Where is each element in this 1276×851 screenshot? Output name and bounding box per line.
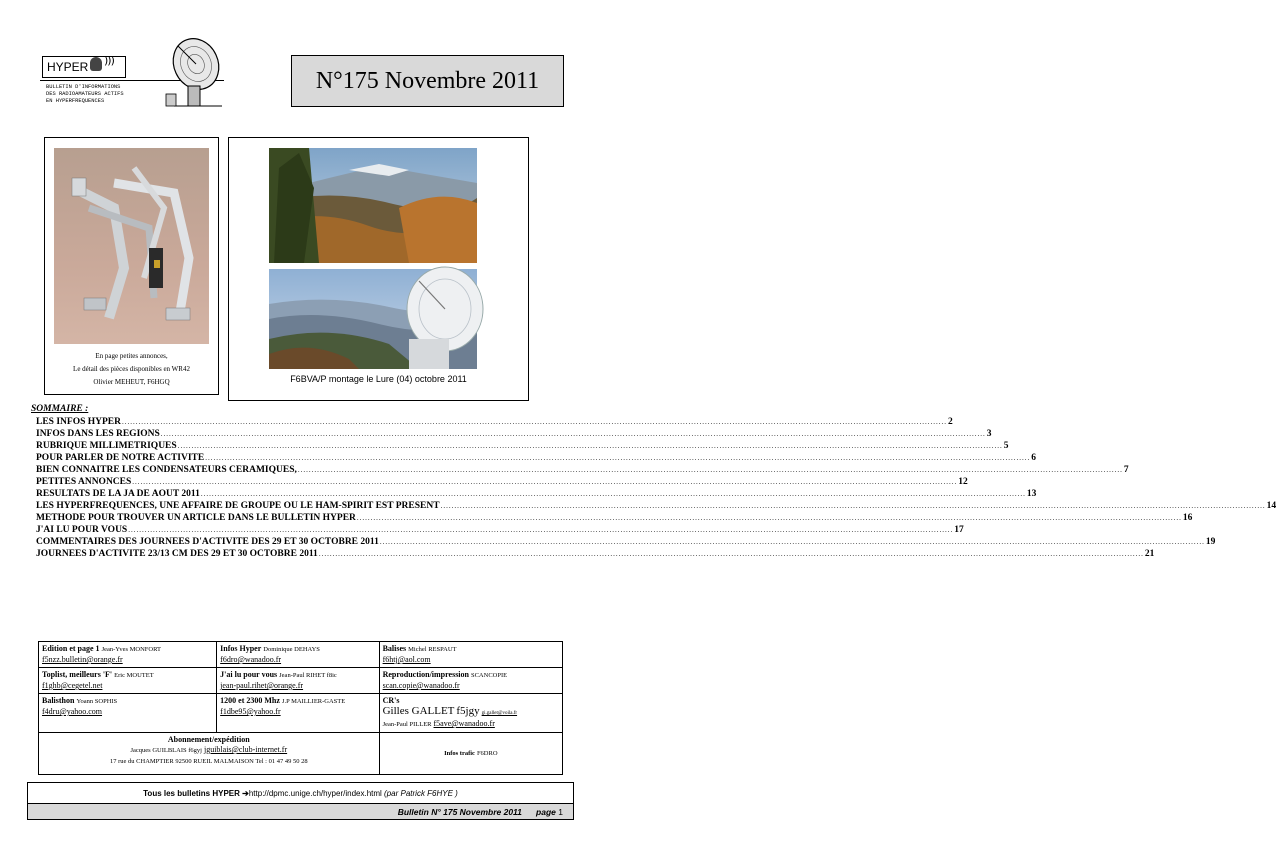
credit-label: Toplist, meilleurs 'F': [42, 670, 113, 679]
toc-entry[interactable]: [36, 525, 964, 537]
credit-email-link[interactable]: scan.copie@wanadoo.fr: [382, 681, 460, 690]
credit-email-link[interactable]: f5nzz.bulletin@orange.fr: [42, 655, 123, 664]
credit-bands: [217, 694, 379, 733]
credit-email-link[interactable]: f6htj@aol.com: [382, 655, 431, 664]
logo-subtitle-line: EN HYPERFREQUENCES: [46, 98, 105, 104]
toc-leader-dots: ............................................................................................................................................................................................................................................................................................................: [318, 550, 1144, 558]
credit-crs: [379, 694, 562, 733]
toc-leader-dots: ............................................................................................................................................................................................................................................................................................................: [177, 442, 1003, 450]
toc-leader-dots: ............................................................................................................................................................................................................................................................................................................: [200, 490, 1026, 498]
toc-leader-dots: ............................................................................................................................................................................................................................................................................................................: [122, 418, 947, 426]
footer-bulletin-line: [28, 803, 573, 819]
left-caption-line: En page petites annonces,: [95, 352, 168, 360]
toc-entry[interactable]: [36, 501, 1276, 513]
toc-entry-page: 7: [1123, 465, 1129, 475]
toc-entry-title: RUBRIQUE MILLIMETRIQUES: [36, 441, 177, 451]
toc-entry-title: POUR PARLER DE NOTRE ACTIVITE: [36, 453, 205, 463]
toc-entry-title: JOURNEES D'ACTIVITE 23/13 CM DES 29 ET 30 OCTOBRE 2011: [36, 549, 318, 559]
credit-label: Abonnement/expédition: [167, 735, 250, 744]
toc-entry[interactable]: [36, 441, 1009, 453]
credits-table: [38, 641, 563, 775]
logo-subtitle-line: BULLETIN D'INFORMATIONS: [46, 84, 121, 90]
credit-jai-lu: [217, 668, 379, 694]
credit-email-link[interactable]: jguiblais@club-internet.fr: [203, 745, 288, 754]
toc-entry-title: J'AI LU POUR VOUS: [36, 525, 128, 535]
toc-leader-dots: ............................................................................................................................................................................................................................................................................................................: [356, 514, 1182, 522]
toc-entry-page: 5: [1003, 441, 1009, 451]
sound-waves-icon: ))): [104, 54, 114, 67]
toc-entry[interactable]: [36, 489, 1037, 501]
logo-subtitle: [46, 84, 166, 105]
sommaire-title: SOMMAIRE :: [31, 404, 89, 414]
toc-leader-dots: ............................................................................................................................................................................................................................................................................................................: [128, 526, 954, 534]
credit-email-link[interactable]: gi.gallet@voila.fr: [481, 711, 518, 716]
credit-label: CR's: [382, 696, 400, 705]
credit-email-link[interactable]: f4dru@yahoo.com: [42, 707, 103, 716]
toc-entry-page: 2: [948, 417, 953, 427]
footer-url-link[interactable]: http://dpmc.unige.ch/hyper/index.html: [248, 789, 382, 798]
credit-label: Infos trafic: [444, 750, 475, 757]
left-caption-line: Olivier MEHEUT, F6HGQ: [93, 378, 170, 386]
issue-title-box: [291, 55, 564, 107]
toc-entry-title: BIEN CONNAITRE LES CONDENSATEURS CERAMIQUES,: [36, 465, 297, 475]
credit-name: Jacques GUILBLAIS f6gyj: [130, 747, 202, 754]
left-caption-line: Le détail des pièces disponibles en WR42: [73, 365, 190, 373]
toc-entry[interactable]: [36, 465, 1129, 477]
toc-entry-page: 12: [958, 477, 968, 487]
toc-entry[interactable]: [36, 537, 1216, 549]
logo-subtitle-line: DES RADIOAMATEURS ACTIFS: [46, 91, 124, 97]
right-photo-frame: [228, 137, 529, 401]
right-photo-caption: F6BVA/P montage le Lure (04) octobre 2011: [290, 374, 467, 384]
toc-entry-title: COMMENTAIRES DES JOURNEES D'ACTIVITE DES 29 ET 30 OCTOBRE 2011: [36, 537, 379, 547]
footer-prefix: Tous les bulletins HYPER: [143, 789, 240, 798]
mountain-forest-photo: [269, 148, 477, 263]
credit-label: 1200 et 2300 Mhz: [220, 696, 280, 705]
toc-leader-dots: ............................................................................................................................................................................................................................................................................................................: [160, 430, 986, 438]
toc-leader-dots: ............................................................................................................................................................................................................................................................................................................: [205, 454, 1031, 462]
credit-toplist: [39, 668, 217, 694]
toc-leader-dots: ............................................................................................................................................................................................................................................................................................................: [379, 538, 1205, 546]
toc-entry-page: 3: [986, 429, 992, 439]
table-of-contents: [36, 417, 1276, 561]
credit-abonnement: [39, 733, 380, 775]
toc-entry-title: LES INFOS HYPER: [36, 417, 121, 427]
footer: [27, 782, 574, 820]
credit-balises: [379, 642, 562, 668]
credit-name: Jean-Paul RIHET f8ic: [279, 672, 337, 679]
toc-entry-page: 21: [1144, 549, 1155, 559]
credit-name: F6DRO: [476, 750, 498, 757]
waveguide-parts-photo: [54, 148, 209, 344]
credit-email-link[interactable]: f6dro@wanadoo.fr: [220, 655, 282, 664]
credit-label: Balises: [382, 644, 407, 653]
credit-label: Balisthon: [42, 696, 75, 705]
toc-entry-page: 19: [1205, 537, 1216, 547]
toc-entry-title: LES HYPERFREQUENCES, UNE AFFAIRE DE GROUPE OU LE HAM-SPIRIT EST PRESENT: [36, 501, 440, 511]
toc-entry[interactable]: [36, 429, 992, 441]
footer-bulletin: Bulletin N° 175 Novembre 2011: [397, 807, 522, 817]
toc-entry[interactable]: [36, 453, 1036, 465]
issue-title: N°175 Novembre 2011: [315, 67, 540, 94]
credit-name: Dominique DEHAYS: [263, 646, 320, 653]
credit-email-link[interactable]: f1ghb@cegetel.net: [42, 681, 103, 690]
credit-email-link[interactable]: f5ave@wanadoo.fr: [433, 719, 495, 728]
satellite-dish-icon: [164, 34, 226, 116]
footer-link-line: [28, 789, 573, 798]
hyper-logo-name: HYPER: [42, 56, 126, 78]
credit-name: Jean-Yves MONFORT: [101, 646, 162, 653]
head-silhouette-icon: [90, 57, 102, 71]
toc-entry[interactable]: [36, 549, 1155, 561]
toc-entry[interactable]: [36, 513, 1193, 525]
toc-leader-dots: ............................................................................................................................................................................................................................................................................................................: [132, 478, 958, 486]
credit-address: 17 rue du CHAMPTIER 92500 RUEIL MALMAISON Tel : 01 47 49 50 28: [109, 758, 308, 765]
toc-entry[interactable]: [36, 417, 953, 429]
hyper-logo: [40, 52, 226, 116]
toc-entry-page: 13: [1026, 489, 1037, 499]
credit-email-link[interactable]: f1dbe95@yahoo.fr: [220, 707, 281, 716]
toc-entry-title: RESULTATS DE LA JA DE AOUT 2011: [36, 489, 200, 499]
toc-entry-page: 14: [1266, 501, 1276, 511]
footer-suffix: (par Patrick F6HYE ): [384, 789, 458, 798]
credit-email-link[interactable]: jean-paul.rihet@orange.fr: [220, 681, 304, 690]
arrow-icon: ➔: [242, 789, 249, 798]
toc-entry-page: 6: [1031, 453, 1036, 463]
toc-entry[interactable]: [36, 477, 968, 489]
footer-page-label: page: [536, 807, 556, 817]
toc-entry-title: PETITES ANNONCES: [36, 477, 132, 487]
credit-name: Jean-Paul PILLER: [382, 721, 432, 728]
toc-entry-title: INFOS DANS LES REGIONS: [36, 429, 160, 439]
credit-label: Edition et page 1: [42, 644, 100, 653]
left-photo-frame: [44, 137, 219, 395]
credit-name: SCANCOPIE: [470, 672, 508, 679]
credit-balisthon: [39, 694, 217, 733]
toc-leader-dots: ............................................................................................................................................................................................................................................................................................................: [440, 502, 1266, 510]
credit-infos-trafic: [379, 733, 562, 775]
antenna-dish-landscape-photo: [269, 269, 477, 369]
credit-name: Gilles GALLET: [382, 705, 455, 717]
credit-label: Infos Hyper: [220, 644, 262, 653]
credit-callsign: f5jgy: [456, 705, 480, 717]
credit-name: J.P MAILLIER-GASTE: [281, 698, 346, 705]
toc-entry-title: METHODE POUR TROUVER UN ARTICLE DANS LE BULLETIN HYPER: [36, 513, 356, 523]
credit-edition: [39, 642, 217, 668]
left-photo-caption: [45, 350, 218, 389]
credit-reproduction: [379, 668, 562, 694]
toc-entry-page: 17: [954, 525, 964, 535]
credit-infos-hyper: [217, 642, 379, 668]
credit-name: Eric MOUTET: [114, 672, 154, 679]
toc-leader-dots: ............................................................................................................................................................................................................................................................................................................: [297, 466, 1123, 474]
credit-name: Michel RESPAUT: [408, 646, 457, 653]
credit-label: Reproduction/impression: [382, 670, 469, 679]
credit-label: J'ai lu pour vous: [220, 670, 278, 679]
toc-entry-page: 16: [1182, 513, 1193, 523]
footer-page-number: 1: [558, 807, 563, 817]
credit-name: Yoann SOPHIS: [76, 698, 118, 705]
